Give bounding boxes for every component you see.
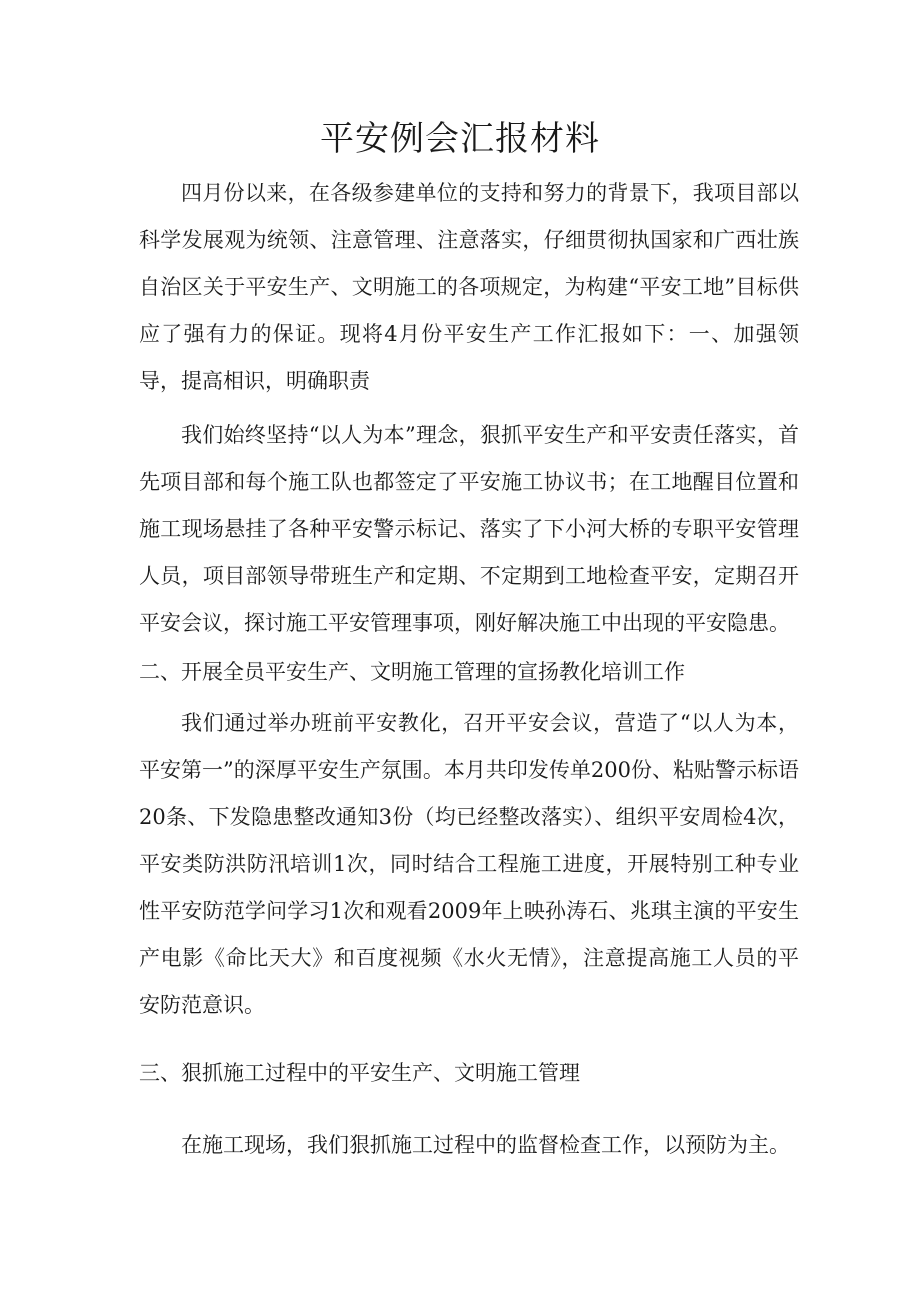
site-supervision-paragraph: 在施工现场，我们狠抓施工过程中的监督检查工作，以预防为主。 xyxy=(181,1133,790,1157)
document-title: 平安例会汇报材料 xyxy=(320,119,600,159)
intro-paragraph: 四月份以来，在各级参建单位的支持和努力的背景下，我项目部以科学发展观为统领、注意管理、注意落实，仔细贯彻执国家和广西壮族自治区关于平安生产、文明施工的各项规定，为构建“平安工地”目标供应了强有力的保证。现将4月份平安生产工作汇报如下：一、加强领导，提高相识，明确职责 xyxy=(139,181,799,393)
leadership-paragraph: 我们始终坚持“以人为本”理念，狠抓平安生产和平安责任落实，首先项目部和每个施工队也都签定了平安施工协议书；在工地醒目位置和施工现场悬挂了各种平安警示标记、落实了下小河大桥的专职平安管理人员，项目部领导带班生产和定期、不定期到工地检查平安，定期召开平安会议，探讨施工平安管理事项，刚好解决施工中出现的平安隐患。 xyxy=(139,423,799,635)
section-heading-3: 三、狠抓施工过程中的平安生产、文明施工管理 xyxy=(139,1061,580,1085)
section-heading-2: 二、开展全员平安生产、文明施工管理的宣扬教化培训工作 xyxy=(139,660,685,684)
training-paragraph: 我们通过举办班前平安教化，召开平安会议，营造了“以人为本，平安第一”的深厚平安生产氛围。本月共印发传单200份、粘贴警示标语20条、下发隐患整改通知3份（均已经整改落实）、组织平安周检4次，平安类防洪防汛培训1次，同时结合工程施工进度，开展特别工种专业性平安防范学问学习1次和观看2009年上映孙涛石、兆琪主演的平安生产电影《命比天大》和百度视频《水火无情》，注意提高施工人员的平安防范意识。 xyxy=(139,711,799,1017)
